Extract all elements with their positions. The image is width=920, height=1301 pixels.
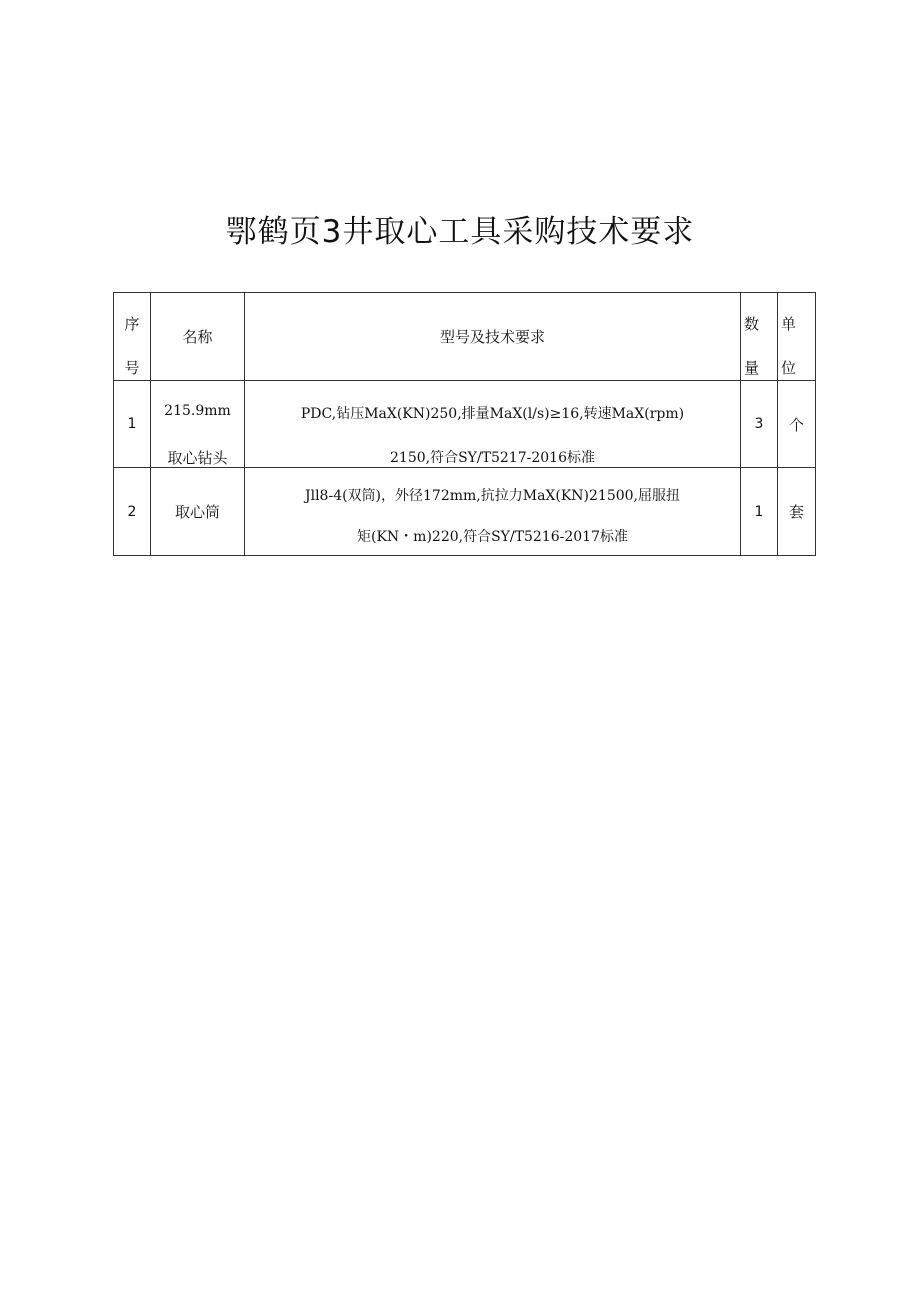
header-qty-top: 数 <box>744 315 760 333</box>
row-spec-line-1: Jll8-4(双筒)，外径172mm,抗拉力MaX(KN)21500,屈服扭 <box>304 488 681 504</box>
row-seq: 1 <box>127 416 137 432</box>
row-qty-cell <box>741 381 778 468</box>
row-seq-cell <box>114 381 151 468</box>
row-name: 取心筒 <box>174 503 220 521</box>
row-name-cell <box>151 468 245 556</box>
row-unit: 个 <box>788 415 804 434</box>
header-spec-label: 型号及技术要求 <box>439 328 545 346</box>
row-spec-line-1: PDC,钻压MaX(KN)250,排量MaX(l/s)≥16,转速MaX(rpm) <box>300 406 685 422</box>
row-qty: 3 <box>754 416 764 432</box>
row-seq: 2 <box>127 503 137 520</box>
header-unit-bottom: 位 <box>781 359 797 377</box>
header-seq-cell <box>114 293 151 381</box>
row-name-line-1: 215.9mm <box>164 403 231 419</box>
row-qty-cell <box>741 468 778 556</box>
table-row <box>114 381 816 468</box>
row-spec-cell <box>245 468 741 556</box>
header-seq-top: 序 <box>124 315 140 333</box>
row-unit-cell <box>778 381 816 468</box>
row-name-line-2: 取心钻头 <box>167 449 228 467</box>
procurement-spec-table <box>113 292 816 556</box>
row-spec-line-2: 矩(KN・m)220,符合SY/T5216-2017标准 <box>357 529 628 545</box>
header-qty-cell <box>741 293 778 381</box>
header-name-cell <box>151 293 245 381</box>
row-spec-cell <box>245 381 741 468</box>
row-seq-cell <box>114 468 151 556</box>
row-spec-line-2: 2150,符合SY/T5217-2016标准 <box>390 450 595 466</box>
page-title: 鄂鹤页3井取心工具采购技术要求 <box>225 214 695 250</box>
table-header-row <box>114 293 816 381</box>
header-unit-cell <box>778 293 816 381</box>
header-unit-top: 单 <box>781 315 797 333</box>
table-row <box>114 468 816 556</box>
header-spec-cell <box>245 293 741 381</box>
row-name-cell <box>151 381 245 468</box>
header-seq-bottom: 号 <box>124 359 140 377</box>
row-qty: 1 <box>754 503 764 520</box>
header-name-label: 名称 <box>182 328 213 346</box>
header-qty-bottom: 量 <box>744 359 760 377</box>
row-unit-cell <box>778 468 816 556</box>
row-unit: 套 <box>788 503 804 521</box>
